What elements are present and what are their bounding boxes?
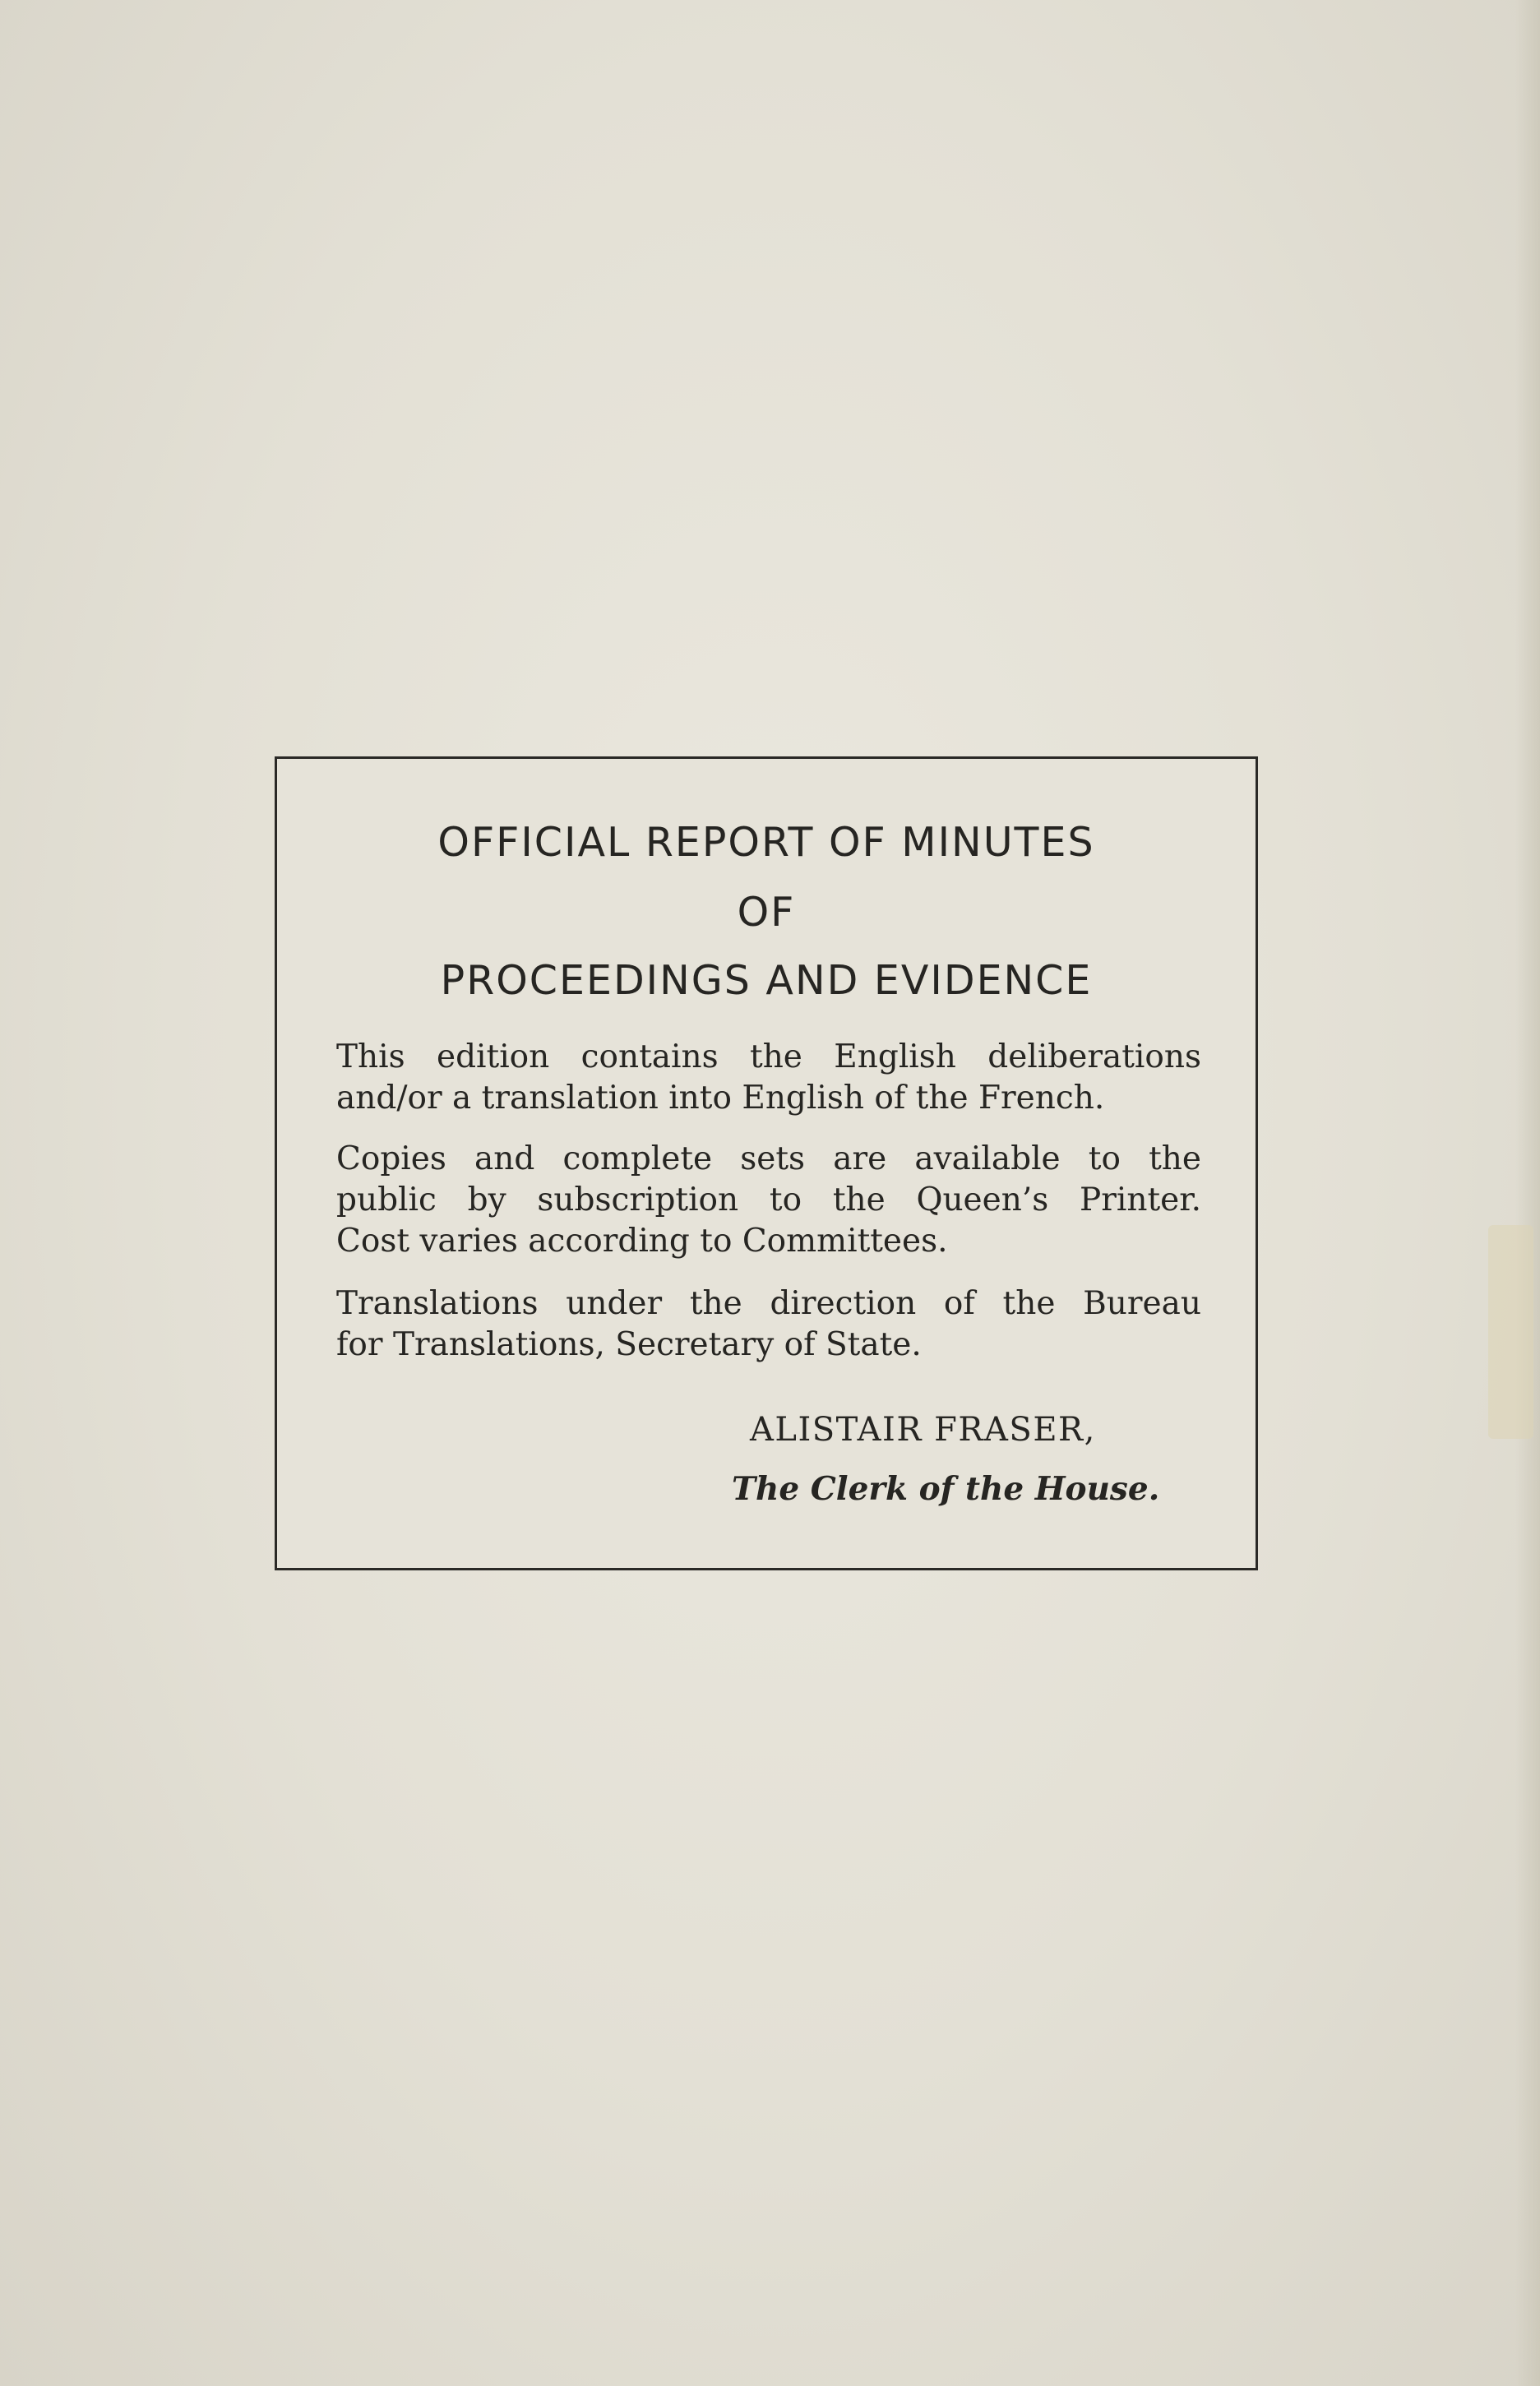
notice-title-line-1: OFFICIAL REPORT OF MINUTES — [437, 819, 1095, 866]
translation-paragraph — [336, 1283, 1201, 1366]
subscription-paragraph-line-3: Cost varies according to Committees. — [336, 1223, 948, 1260]
notice-title-line-3: PROCEEDINGS AND EVIDENCE — [440, 957, 1093, 1004]
page-edge-shadow — [1515, 0, 1540, 2386]
official-report-notice — [275, 756, 1258, 1570]
subscription-paragraph-line-2: public by subscription to the Queen’s Printer. — [336, 1181, 1201, 1218]
notice-title-line-2: OF — [737, 889, 796, 936]
subscription-paragraph-line-1: Copies and complete sets are available to the — [336, 1140, 1201, 1177]
signer-name: ALISTAIR FRASER, — [750, 1411, 1096, 1449]
subscription-paragraph — [336, 1139, 1201, 1262]
edition-paragraph — [336, 1037, 1201, 1119]
translation-paragraph-line-2: for Translations, Secretary of State. — [336, 1326, 922, 1363]
translation-paragraph-line-1: Translations under the direction of the Bureau — [336, 1285, 1201, 1322]
edition-paragraph-line-1: This edition contains the English deliberations — [336, 1038, 1201, 1075]
paper-stain — [1488, 1225, 1533, 1439]
edition-paragraph-line-2: and/or a translation into English of the French. — [336, 1080, 1105, 1117]
signer-title: The Clerk of the House. — [732, 1470, 1160, 1508]
